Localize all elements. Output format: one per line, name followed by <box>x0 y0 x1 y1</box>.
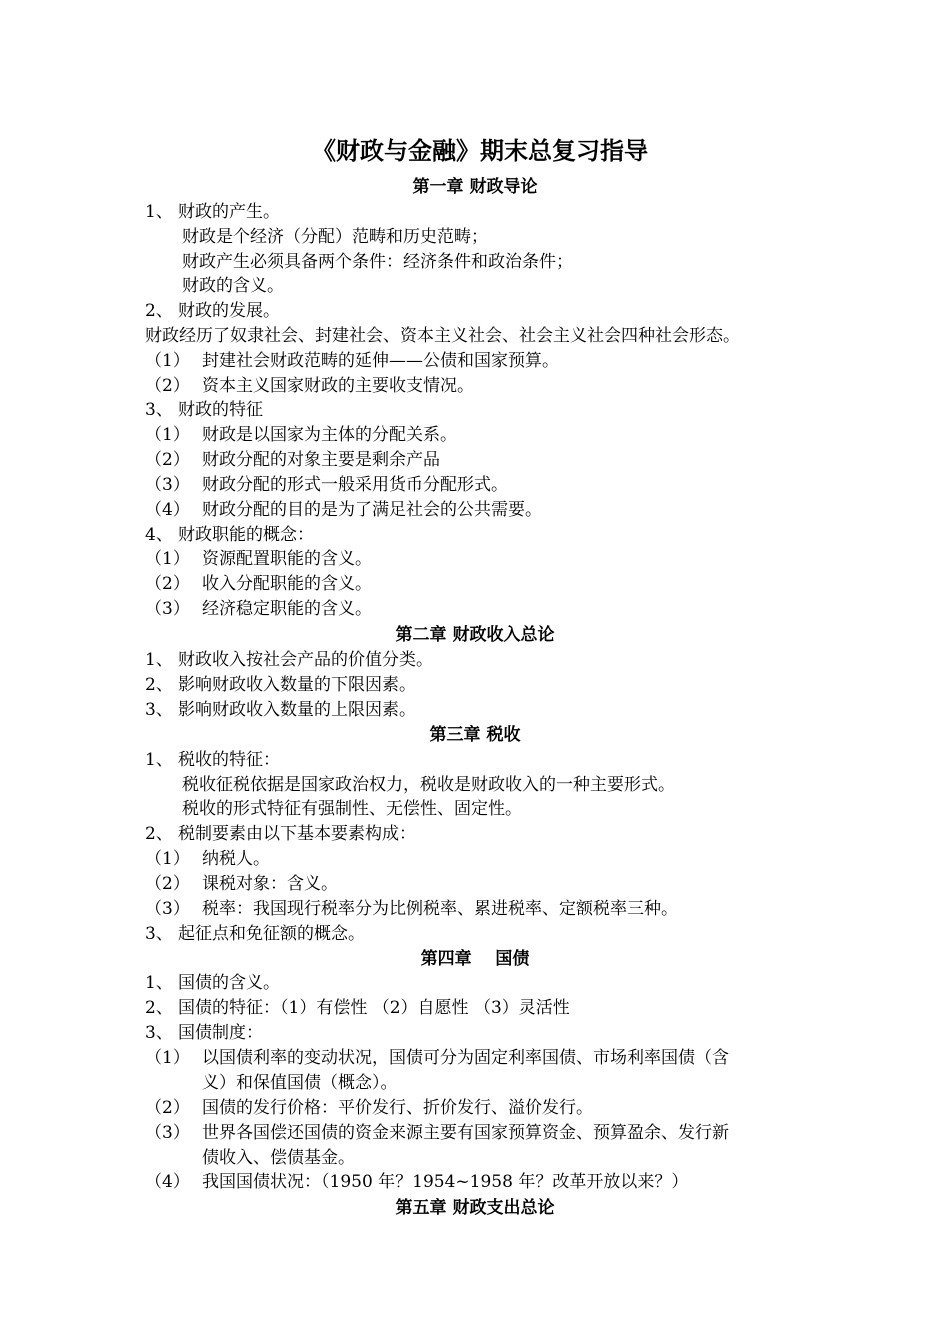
body-line: 财政是个经济（分配）范畴和历史范畴； <box>182 227 488 247</box>
sub-item-text: 税率：我国现行税率分为比例税率、累进税率、定额税率三种。 <box>202 899 678 919</box>
sub-item-number: （4） <box>145 500 190 520</box>
sub-item-text: 财政分配的形式一般采用货币分配形式。 <box>202 475 508 495</box>
sub-item-number: （1） <box>145 425 190 445</box>
sub-item-number: （2） <box>145 1098 190 1118</box>
sub-item-text: 经济稳定职能的含义。 <box>202 599 372 619</box>
sub-item-text: 国债的发行价格：平价发行、折价发行、溢价发行。 <box>202 1098 593 1118</box>
chapter-4-heading <box>0 947 950 971</box>
item-text: 财政的特征 <box>178 400 263 420</box>
sub-item-number: （1） <box>145 549 190 569</box>
chapter-3-heading: 第三章 税收 <box>429 725 521 745</box>
sub-item-continuation: 债收入、偿债基金。 <box>202 1148 355 1168</box>
item-number: 1、 <box>145 750 173 770</box>
sub-item-number: （1） <box>145 351 190 371</box>
body-line: 财政产生必须具备两个条件：经济条件和政治条件； <box>182 252 573 272</box>
sub-item-number: （3） <box>145 899 190 919</box>
item-text: 国债的含义。 <box>178 973 280 993</box>
chapter-2-heading: 第二章 财政收入总论 <box>395 625 555 645</box>
sub-item-number: （2） <box>145 574 190 594</box>
sub-item-number: （2） <box>145 450 190 470</box>
document-title: 《财政与金融》期末总复习指导 <box>312 137 648 165</box>
chapter-5-heading: 第五章 财政支出总论 <box>395 1198 555 1218</box>
item-text: 财政的产生。 <box>178 202 280 222</box>
sub-item-number: （1） <box>145 1048 190 1068</box>
sub-item-number: （3） <box>145 599 190 619</box>
sub-item-number: （3） <box>145 475 190 495</box>
item-number: 1、 <box>145 650 173 670</box>
item-text: 国债的特征：（1）有偿性 （2）自愿性 （3）灵活性 <box>178 998 570 1018</box>
item-number: 3、 <box>145 1023 173 1043</box>
item-number: 3、 <box>145 700 173 720</box>
sub-item-number: （3） <box>145 1123 190 1143</box>
sub-item-number: （2） <box>145 874 190 894</box>
body-line: 财政的含义。 <box>182 276 284 296</box>
item-number: 1、 <box>145 973 173 993</box>
item-number: 2、 <box>145 675 173 695</box>
item-number: 3、 <box>145 400 173 420</box>
sub-item-text: 我国国债状况：（1950 年？1954~1958 年？改革开放以来？） <box>202 1172 689 1192</box>
sub-item-text: 收入分配职能的含义。 <box>202 574 372 594</box>
chapter-4-heading-text: 第四章 国债 <box>420 949 530 969</box>
sub-item-text: 财政分配的对象主要是剩余产品 <box>202 450 440 470</box>
body-line: 税收征税依据是国家政治权力，税收是财政收入的一种主要形式。 <box>182 775 675 795</box>
item-text: 税收的特征： <box>178 750 280 770</box>
item-text: 影响财政收入数量的下限因素。 <box>178 675 416 695</box>
item-text: 财政职能的概念： <box>178 525 314 545</box>
sub-item-text: 纳税人。 <box>202 849 270 869</box>
sub-item-text: 世界各国偿还国债的资金来源主要有国家预算资金、预算盈余、发行新 <box>202 1123 729 1143</box>
item-text: 财政的发展。 <box>178 301 280 321</box>
sub-item-number: （4） <box>145 1172 190 1192</box>
sub-item-continuation: 义）和保值国债（概念）。 <box>202 1073 398 1093</box>
sub-item-text: 以国债利率的变动状况，国债可分为固定利率国债、市场利率国债（含 <box>202 1048 729 1068</box>
item-text: 税制要素由以下基本要素构成： <box>178 824 416 844</box>
item-number: 1、 <box>145 202 173 222</box>
item-number: 4、 <box>145 525 173 545</box>
item-text: 财政收入按社会产品的价值分类。 <box>178 650 433 670</box>
body-line: 税收的形式特征有强制性、无偿性、固定性。 <box>182 799 522 819</box>
chapter-1-heading: 第一章 财政导论 <box>412 177 538 197</box>
item-number: 2、 <box>145 301 173 321</box>
item-number: 2、 <box>145 824 173 844</box>
item-text: 影响财政收入数量的上限因素。 <box>178 700 416 720</box>
sub-item-text: 课税对象：含义。 <box>202 874 338 894</box>
item-number: 3、 <box>145 924 173 944</box>
item-text: 国债制度： <box>178 1023 263 1043</box>
sub-item-number: （2） <box>145 376 190 396</box>
body-paragraph: 财政经历了奴隶社会、封建社会、资本主义社会、社会主义社会四种社会形态。 <box>145 326 740 346</box>
sub-item-text: 财政分配的目的是为了满足社会的公共需要。 <box>202 500 542 520</box>
item-text: 起征点和免征额的概念。 <box>178 924 365 944</box>
sub-item-text: 资本主义国家财政的主要收支情况。 <box>202 376 474 396</box>
sub-item-number: （1） <box>145 849 190 869</box>
sub-item-text: 财政是以国家为主体的分配关系。 <box>202 425 457 445</box>
sub-item-text: 资源配置职能的含义。 <box>202 549 372 569</box>
sub-item-text: 封建社会财政范畴的延伸——公债和国家预算。 <box>202 351 559 371</box>
item-number: 2、 <box>145 998 173 1018</box>
